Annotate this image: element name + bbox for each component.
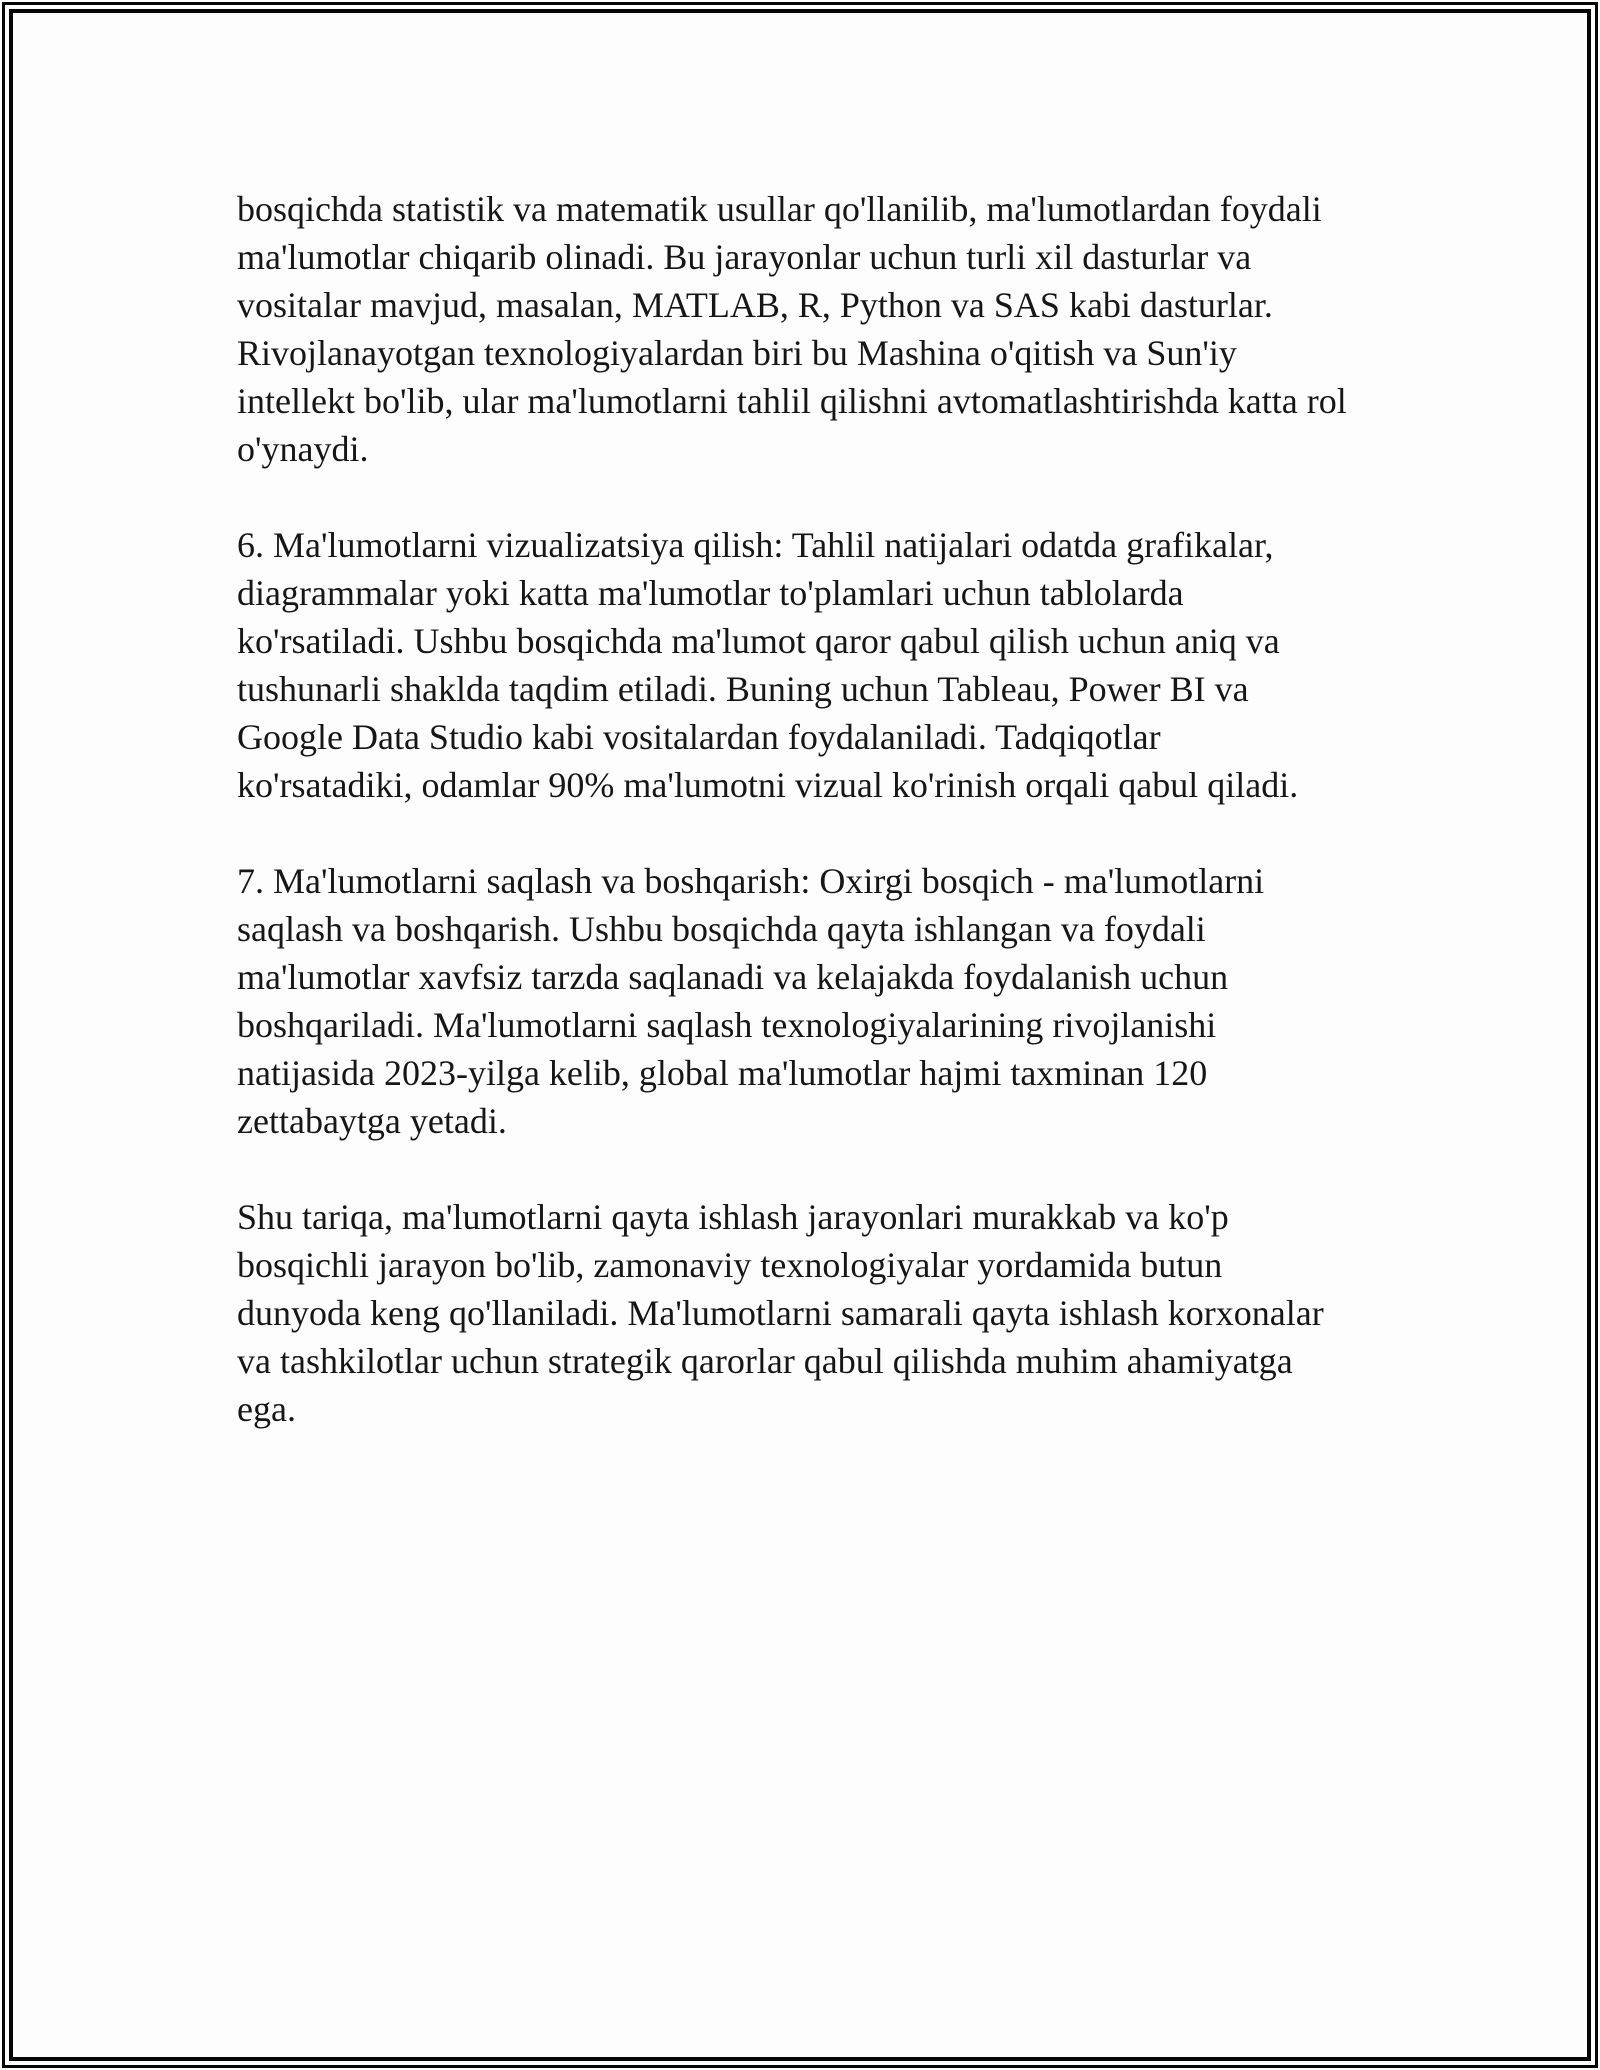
text-line: ko'rsatiladi. Ushbu bosqichda ma'lumot qaror qabul qilish uchun aniq va	[237, 621, 1280, 661]
text-line: Shu tariqa, ma'lumotlarni qayta ishlash jarayonlari murakkab va ko'p	[237, 1197, 1229, 1237]
text-line: bosqichli jarayon bo'lib, zamonaviy texnologiyalar yordamida butun	[237, 1245, 1223, 1285]
text-line: Rivojlanayotgan texnologiyalardan biri bu Mashina o'qitish va Sun'iy	[237, 333, 1237, 373]
text-line: 7. Ma'lumotlarni saqlash va boshqarish: Oxirgi bosqich - ma'lumotlarni	[237, 861, 1265, 901]
text-line: tushunarli shaklda taqdim etiladi. Buning uchun Tableau, Power BI va	[237, 669, 1249, 709]
text-line: dunyoda keng qo'llaniladi. Ma'lumotlarni samarali qayta ishlash korxonalar	[237, 1293, 1324, 1333]
text-line: diagrammalar yoki katta ma'lumotlar to'plamlari uchun tablolarda	[237, 573, 1184, 613]
text-line: o'ynaydi.	[237, 429, 369, 469]
paragraph	[237, 185, 1372, 473]
text-line: 6. Ma'lumotlarni vizualizatsiya qilish: Tahlil natijalari odatda grafikalar,	[237, 525, 1274, 565]
paragraph	[237, 1193, 1372, 1433]
text-line: va tashkilotlar uchun strategik qarorlar qabul qilishda muhim ahamiyatga	[237, 1341, 1293, 1381]
text-line: ma'lumotlar xavfsiz tarzda saqlanadi va kelajakda foydalanish uchun	[237, 957, 1229, 997]
text-line: ega.	[237, 1389, 296, 1429]
paragraph	[237, 857, 1372, 1145]
text-line: ma'lumotlar chiqarib olinadi. Bu jarayonlar uchun turli xil dasturlar va	[237, 237, 1252, 277]
text-line: boshqariladi. Ma'lumotlarni saqlash texnologiyalarining rivojlanishi	[237, 1005, 1217, 1045]
text-line: saqlash va boshqarish. Ushbu bosqichda qayta ishlangan va foydali	[237, 909, 1206, 949]
paragraph	[237, 521, 1372, 809]
text-line: bosqichda statistik va matematik usullar qo'llanilib, ma'lumotlardan foydali	[237, 189, 1322, 229]
text-line: intellekt bo'lib, ular ma'lumotlarni tahlil qilishni avtomatlashtirishda katta rol	[237, 381, 1347, 421]
document-text	[237, 185, 1372, 1433]
text-line: vositalar mavjud, masalan, MATLAB, R, Python va SAS kabi dasturlar.	[237, 285, 1273, 325]
text-line: ko'rsatadiki, odamlar 90% ma'lumotni vizual ko'rinish orqali qabul qiladi.	[237, 765, 1299, 805]
text-line: zettabaytga yetadi.	[237, 1101, 507, 1141]
text-line: natijasida 2023-yilga kelib, global ma'lumotlar hajmi taxminan 120	[237, 1053, 1208, 1093]
text-line: Google Data Studio kabi vositalardan foydalaniladi. Tadqiqotlar	[237, 717, 1161, 757]
